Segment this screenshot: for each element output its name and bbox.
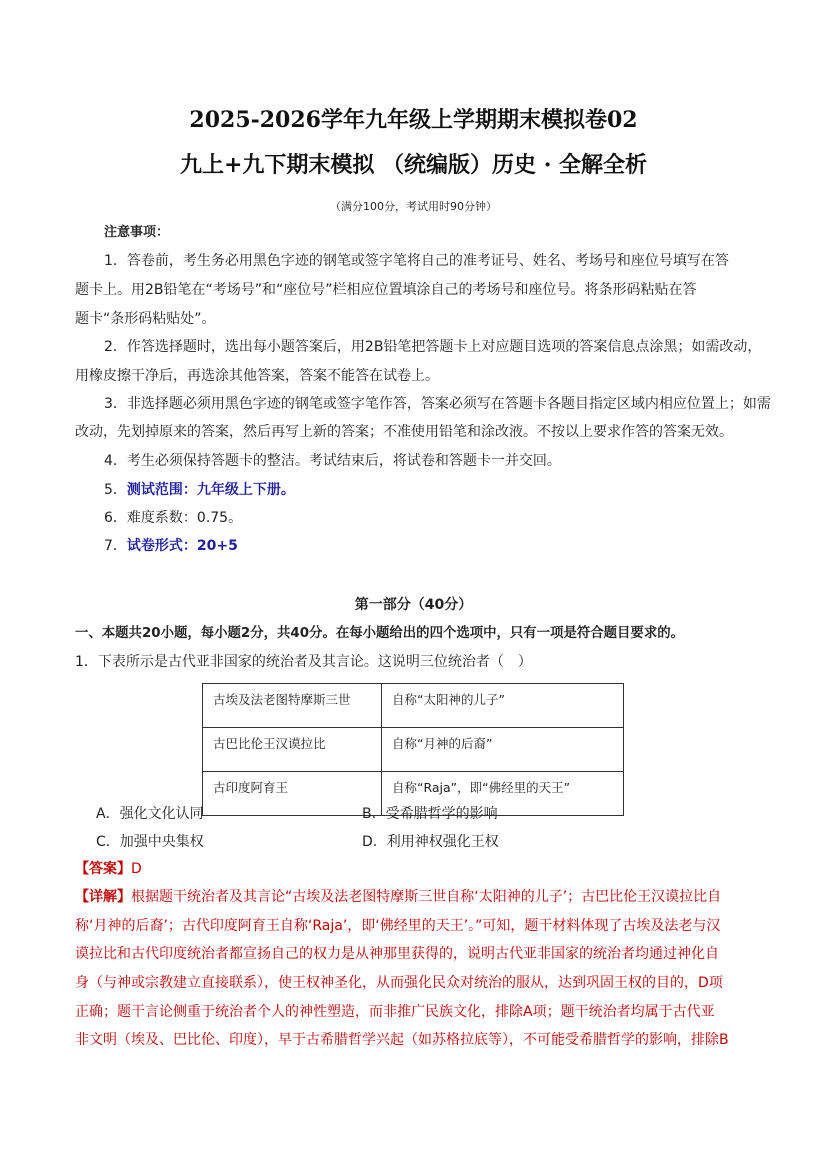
question-stem: 1．下表所示是古代亚非国家的统治者及其言论。这说明三位统治者（ ） — [75, 654, 532, 670]
note-item-6: 6．难度系数：0.75。 — [104, 510, 243, 526]
document-title: 2025-2026学年九年级上学期期末模拟卷02 — [189, 107, 638, 133]
note-item-7 — [104, 537, 238, 555]
explanation-line — [75, 888, 721, 906]
answer — [75, 860, 142, 878]
note-line: 1．答卷前，考生务必用黑色字迹的钢笔或签字笔将自己的准考证号、姓名、考场号和座位号填写在答 — [104, 253, 729, 269]
note-line: 题卡“条形码粘贴处”。 — [75, 311, 216, 327]
table-cell: 自称“太阳神的儿子” — [382, 684, 624, 728]
option-a: A．强化文化认同 — [96, 806, 204, 822]
table-row — [203, 728, 624, 772]
item-number: 7． — [104, 538, 127, 554]
ruler-table — [202, 683, 624, 816]
explanation-text: 根据题干统治者及其言论“古埃及法老图特摩斯三世自称‘太阳神的儿子’；古巴比伦王汉谟拉比自 — [131, 889, 722, 905]
table-cell: 古印度阿育王 — [203, 772, 382, 816]
note-line: 3．非选择题必须用黑色字迹的钢笔或签字笔作答，答案必须写在答题卡各题目指定区域内相应位置上；如需 — [104, 396, 771, 412]
table-cell: 自称“月神的后裔” — [382, 728, 624, 772]
option-b: B．受希腊哲学的影响 — [362, 806, 498, 822]
notes-heading: 注意事项： — [104, 225, 170, 240]
option-c: C．加强中央集权 — [96, 834, 204, 850]
note-line: 4．考生必须保持答题卡的整洁。考试结束后，将试卷和答题卡一并交回。 — [104, 453, 561, 469]
part-instruction: 一、本题共20小题，每小题2分，共40分。在每小题给出的四个选项中，只有一项是符合题目要求的。 — [75, 626, 684, 641]
paper-format: 试卷形式：20+5 — [126, 538, 238, 554]
note-line: 2．作答选择题时，选出每小题答案后，用2B铅笔把答题卡上对应题目选项的答案信息点涂黑；如需改动， — [104, 339, 762, 355]
explanation-line: 非文明（埃及、巴比伦、印度），早于古希腊哲学兴起（如苏格拉底等），不可能受希腊哲学的影响，排除B — [75, 1032, 729, 1048]
table-cell: 古埃及法老图特摩斯三世 — [203, 684, 382, 728]
explanation-line: 正确；题干言论侧重于统治者个人的神性塑造，而非推广民族文化，排除A项；题干统治者均属于古代亚 — [75, 1004, 715, 1020]
explanation-line: 称‘月神的后裔’；古代印度阿育王自称‘Raja’，即‘佛经里的天王’。”可知，题干材料体现了古埃及法老与汉 — [75, 918, 721, 934]
table-cell: 古巴比伦王汉谟拉比 — [203, 728, 382, 772]
table-row — [203, 684, 624, 728]
option-d: D．利用神权强化王权 — [362, 834, 499, 850]
item-number: 5． — [104, 482, 127, 498]
answer-value: D — [131, 861, 142, 877]
explanation-line: 谟拉比和古代印度统治者都宣扬自己的权力是从神那里获得的，说明古代亚非国家的统治者均通过神化自 — [75, 946, 719, 962]
note-line: 改动，先划掉原来的答案，然后再写上新的答案；不准使用铅笔和涂改液。不按以上要求作答的答案无效。 — [75, 424, 733, 440]
exam-meta: （满分100分，考试用时90分钟） — [330, 200, 497, 213]
explanation-line: 身（与神或宗教建立直接联系），使王权神圣化，从而强化民众对统治的服从，达到巩固王权的目的，D项 — [75, 975, 723, 991]
note-line: 题卡上。用2B铅笔在“考场号”和“座位号”栏相应位置填涂自己的考场号和座位号。将条形码粘贴在答 — [75, 282, 697, 298]
explanation-label: 【详解】 — [75, 889, 131, 905]
document-subtitle: 九上+九下期末模拟 （统编版）历史 · 全解全析 — [179, 152, 648, 178]
table-cell: 自称“Raja”，即“佛经里的天王” — [382, 772, 624, 816]
note-line: 用橡皮擦干净后，再选涂其他答案，答案不能答在试卷上。 — [75, 368, 439, 384]
test-scope: 测试范围：九年级上下册。 — [126, 482, 295, 498]
answer-label: 【答案】 — [75, 861, 131, 877]
part-title: 第一部分（40分） — [354, 597, 473, 613]
note-item-5 — [104, 481, 295, 499]
